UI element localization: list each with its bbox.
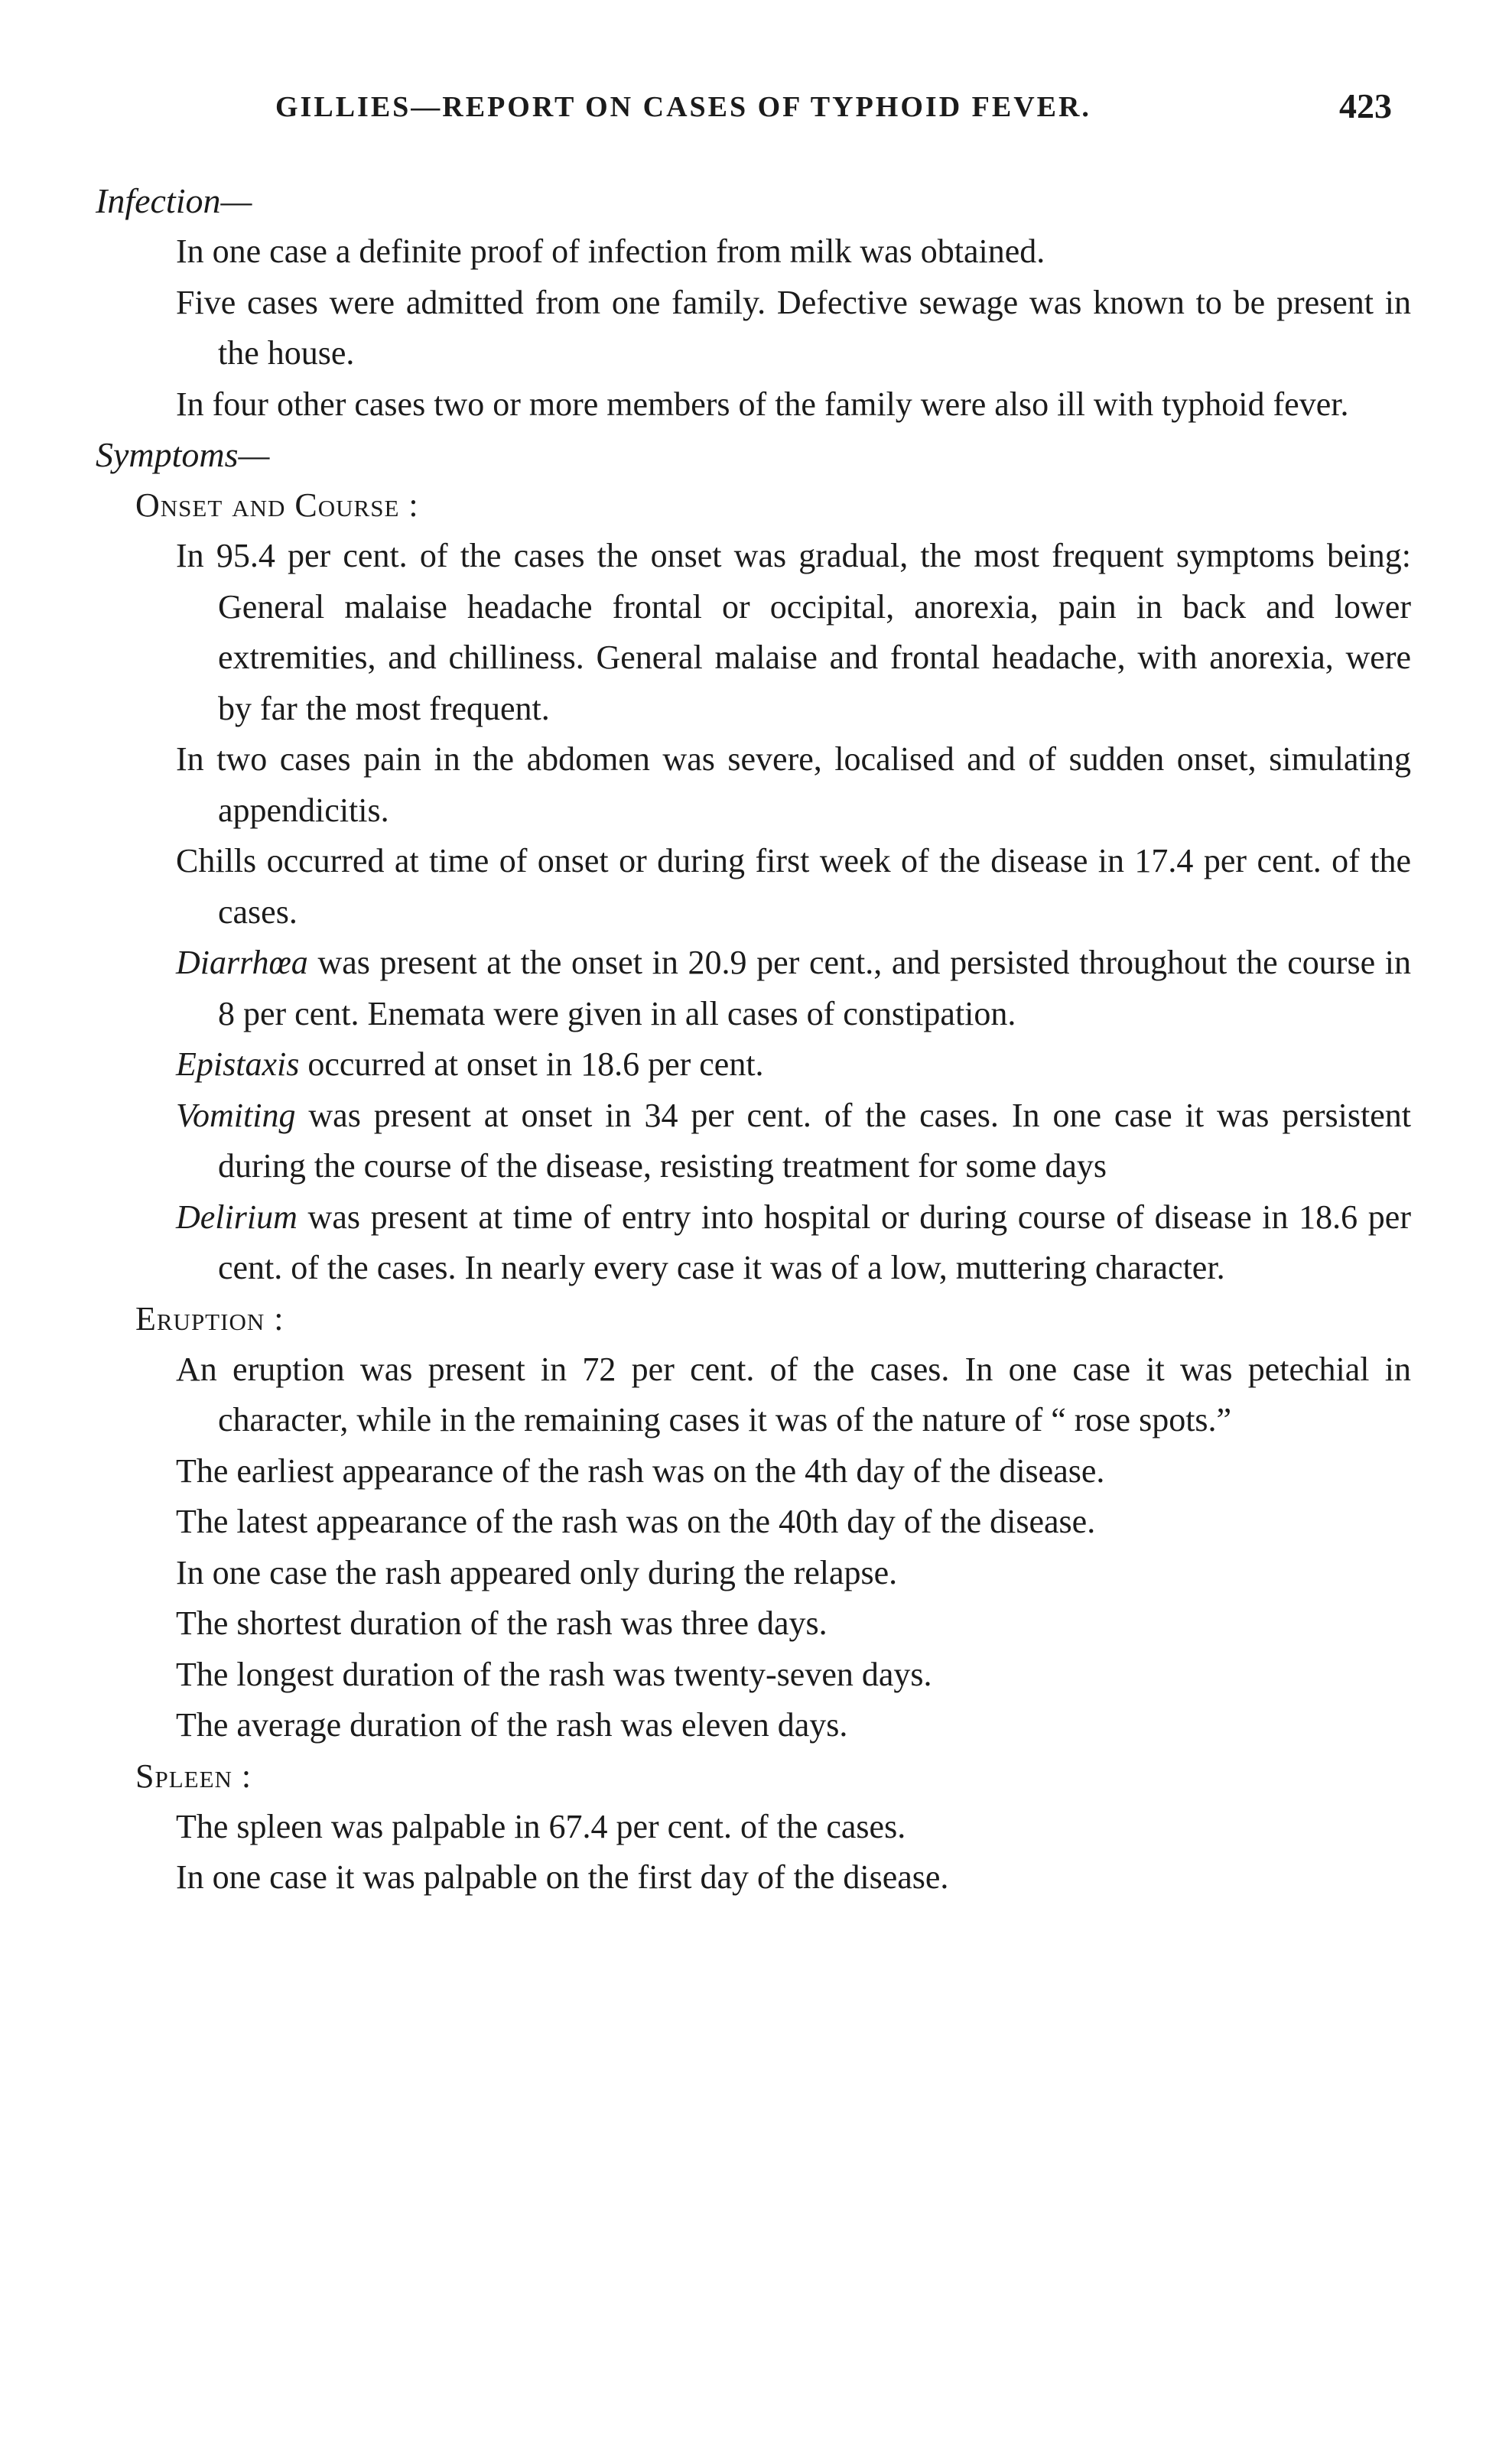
paragraph: An eruption was present in 72 per cent. of the cases. In one case it was petechial in character, while in the remaining cases it was of the nature of “ rose spots.” — [176, 1350, 1411, 1438]
running-title: GILLIES—REPORT ON CASES OF TYPHOID FEVER. — [275, 91, 1091, 123]
text-delirium: was present at time of entry into hospital or during course of disease in 18.6 per cent. of the cases. In nearly every case it was of a low, muttering character. — [218, 1198, 1411, 1286]
text-epistaxis: occurred at onset in 18.6 per cent. — [299, 1045, 764, 1083]
term-delirium: Delirium — [176, 1198, 298, 1236]
section-heading-symptoms: Symptoms— — [96, 435, 270, 474]
term-epistaxis: Epistaxis — [176, 1045, 300, 1083]
paragraph: Five cases were admitted from one family. Defective sewage was known to be present in the house. — [176, 283, 1411, 372]
paragraph: The spleen was palpable in 67.4 per cent. of the cases. — [176, 1807, 906, 1845]
subheading-spleen: Spleen : — [135, 1757, 252, 1795]
paragraph-delirium — [96, 1192, 1411, 1294]
page-body — [96, 176, 1411, 1903]
paragraph-vomiting — [96, 1091, 1411, 1192]
paragraph: The shortest duration of the rash was three days. — [176, 1604, 828, 1642]
paragraph-diarrhoea — [96, 938, 1411, 1039]
text-vomiting: was present at onset in 34 per cent. of the cases. In one case it was persistent during the course of the disease, resisting treatment for some days — [218, 1096, 1411, 1185]
page-header — [275, 86, 1392, 144]
paragraph: The earliest appearance of the rash was on the 4th day of the disease. — [176, 1451, 1105, 1490]
subheading-eruption: Eruption : — [135, 1299, 285, 1338]
term-vomiting: Vomiting — [176, 1096, 296, 1134]
paragraph: In one case it was palpable on the first day of the disease. — [176, 1858, 949, 1896]
page-number: 423 — [1339, 86, 1392, 125]
paragraph: In four other cases two or more members of the family were also ill with typhoid fever. — [176, 385, 1349, 423]
paragraph-epistaxis — [96, 1039, 1411, 1091]
paragraph: The average duration of the rash was eleven days. — [176, 1706, 848, 1744]
paragraph: Chills occurred at time of onset or during first week of the disease in 17.4 per cent. of the cases. — [176, 842, 1411, 931]
text-diarrhoea: was present at the onset in 20.9 per cent., and persisted throughout the course in 8 per cent. Enemata were given in all cases of constipation. — [218, 944, 1411, 1032]
section-heading-infection: Infection— — [96, 181, 252, 220]
paragraph: In 95.4 per cent. of the cases the onset was gradual, the most frequent symptoms being: General malaise headache frontal or occipital, anorexia, pain in back and lower extremities, and chilliness. General malaise and frontal headache, with anorexia, were by far the most frequent. — [176, 537, 1411, 727]
paragraph: In one case a definite proof of infection from milk was obtained. — [176, 232, 1045, 270]
subheading-onset-and-course: Onset and Course : — [135, 486, 419, 524]
paragraph: In two cases pain in the abdomen was severe, localised and of sudden onset, simulating appendicitis. — [176, 740, 1411, 829]
paragraph: In one case the rash appeared only during the relapse. — [176, 1553, 898, 1591]
paragraph: The longest duration of the rash was twenty-seven days. — [176, 1655, 932, 1693]
paragraph: The latest appearance of the rash was on the 40th day of the disease. — [176, 1503, 1096, 1540]
term-diarrhoea: Diarrhœa — [176, 944, 308, 981]
